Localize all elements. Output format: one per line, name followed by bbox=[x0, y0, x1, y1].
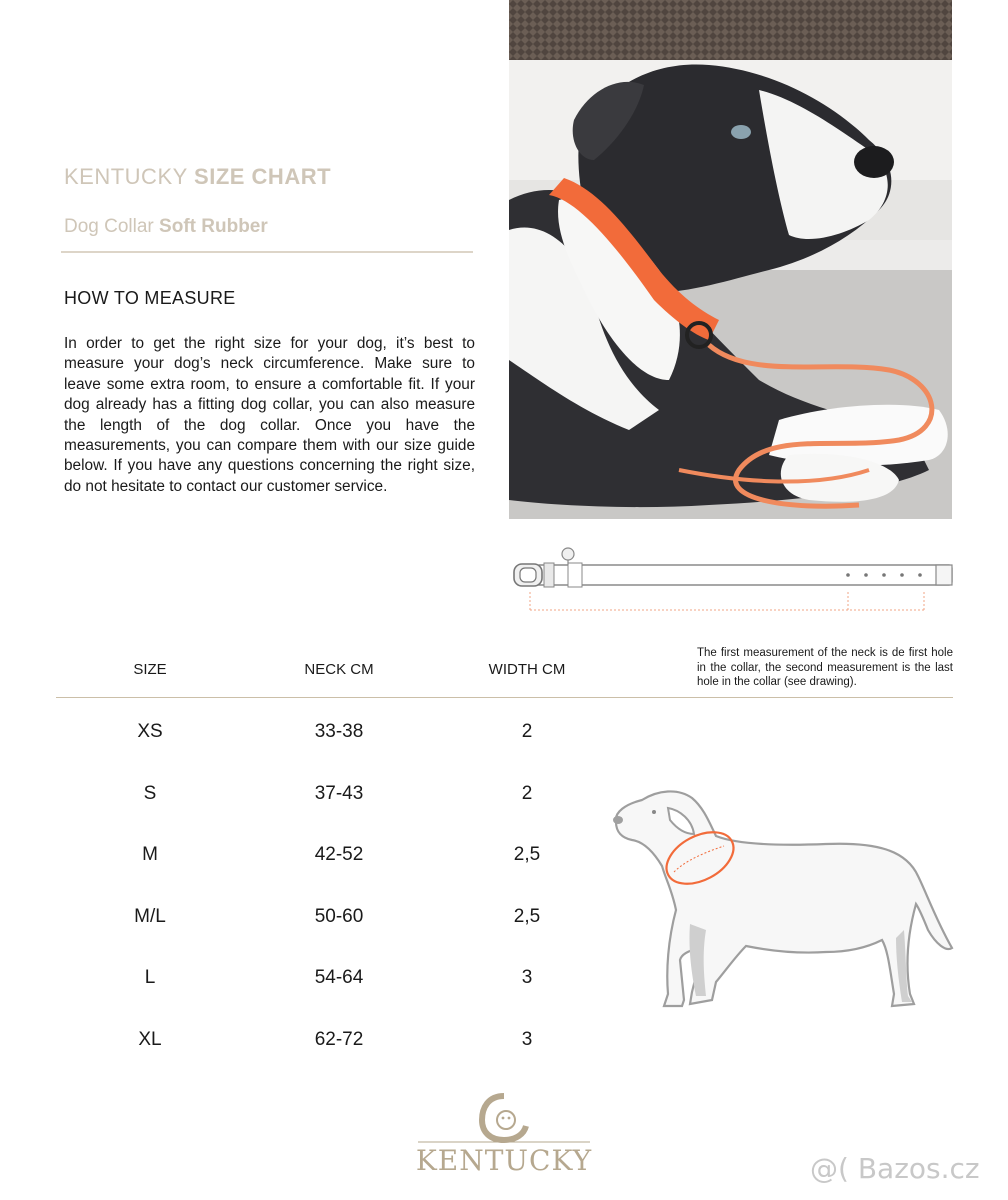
table-divider bbox=[56, 697, 953, 698]
title-divider bbox=[61, 251, 473, 253]
subtitle-strong: Soft Rubber bbox=[159, 216, 268, 237]
row-size: XS bbox=[137, 721, 163, 742]
how-to-measure-text: In order to get the right size for your dog, it’s best to measure your dog’s neck circumference. Make sure to leave some extra room, to ensure a comfortable fit. If your dog already has a fitting dog collar, you can also measure the length of the dog collar. Once you have the measurements, you can compare them with our size guide below. If you have any questions concerning the right size, do not hesitate to contact our customer service. bbox=[64, 335, 475, 495]
collar-drawing bbox=[508, 546, 954, 618]
dog-measurement-illustration bbox=[606, 780, 958, 1020]
dog-outline-icon bbox=[606, 780, 958, 1020]
measurement-note: The first measurement of the neck is de first hole in the collar, the second measurement is the last hole in the collar (see drawing). bbox=[697, 647, 953, 688]
bazos-watermark: @( Bazos.cz bbox=[810, 1152, 980, 1185]
row-neck: 37-43 bbox=[314, 783, 364, 804]
row-width: 2,5 bbox=[513, 906, 541, 927]
row-size: M/L bbox=[134, 906, 166, 927]
title-strong: SIZE CHART bbox=[194, 164, 332, 189]
row-neck: 62-72 bbox=[314, 1029, 364, 1050]
row-neck: 54-64 bbox=[314, 967, 364, 988]
row-size: M bbox=[142, 844, 158, 865]
row-width: 2 bbox=[521, 783, 533, 804]
row-neck: 50-60 bbox=[314, 906, 364, 927]
how-to-measure-heading: HOW TO MEASURE bbox=[64, 288, 236, 308]
row-size: L bbox=[144, 967, 156, 988]
title-brand: KENTUCKY bbox=[64, 164, 188, 189]
row-size: XL bbox=[138, 1029, 162, 1050]
collar-diagram bbox=[508, 546, 954, 618]
horseshoe-logo-icon bbox=[412, 1090, 596, 1150]
header-neck: NECK CM bbox=[304, 661, 374, 678]
subtitle-light: Dog Collar bbox=[64, 216, 154, 237]
header-width: WIDTH CM bbox=[488, 661, 566, 678]
page-title bbox=[64, 164, 331, 190]
dog-photo-illustration bbox=[509, 0, 952, 519]
row-width: 2 bbox=[521, 721, 533, 742]
row-width: 3 bbox=[521, 967, 533, 988]
row-neck: 42-52 bbox=[314, 844, 364, 865]
logo-text: KENTUCKY bbox=[415, 1144, 593, 1177]
product-subtitle bbox=[64, 216, 268, 238]
dog-collar-photo bbox=[509, 0, 952, 519]
row-neck: 33-38 bbox=[314, 721, 364, 742]
header-size: SIZE bbox=[133, 661, 167, 678]
row-width: 2,5 bbox=[513, 844, 541, 865]
row-size: S bbox=[143, 783, 157, 804]
row-width: 3 bbox=[521, 1029, 533, 1050]
